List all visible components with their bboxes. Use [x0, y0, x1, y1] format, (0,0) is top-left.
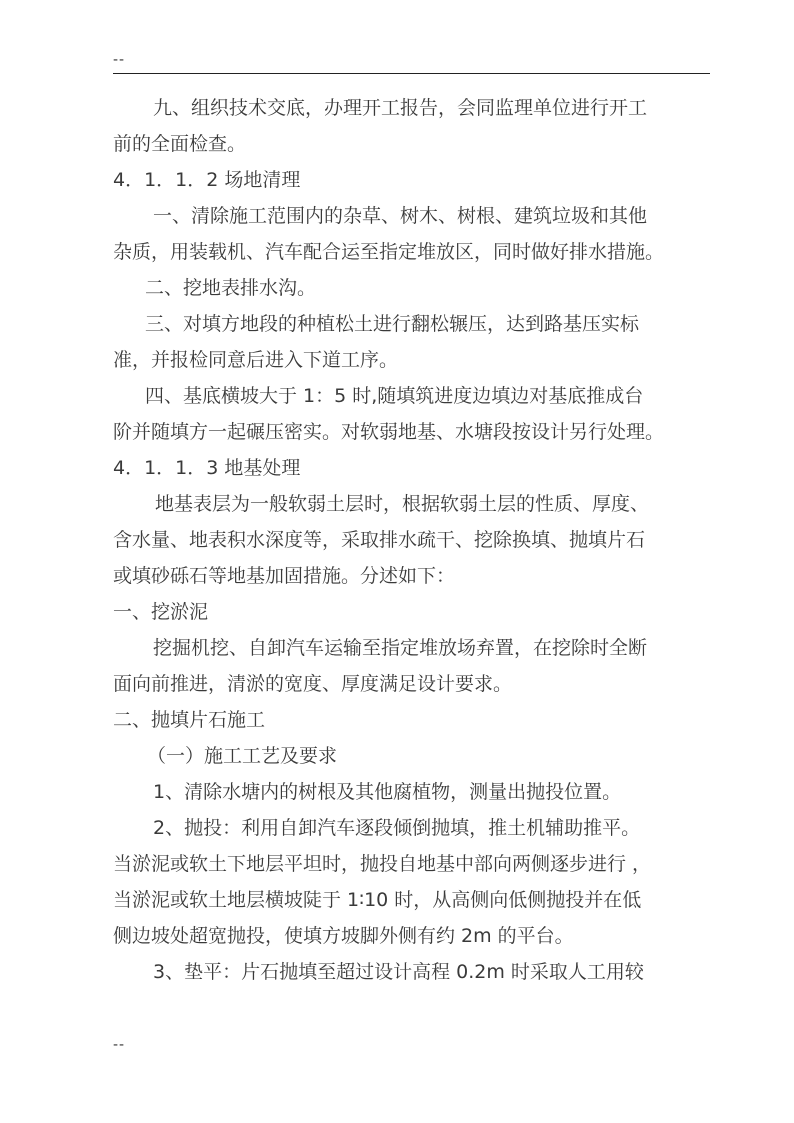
paragraph-line: 前的全面检查。 — [113, 133, 247, 155]
section-heading: 4．1．1．3 地基处理 — [113, 457, 301, 479]
paragraph-line: 四、基底横坡大于 1：5 时,随填筑进度边填边对基底推成台 — [145, 385, 644, 407]
paragraph-line: 侧边坡处超宽抛投，使填方坡脚外侧有约 2m 的平台。 — [113, 925, 574, 947]
paragraph-line: 阶并随填方一起碾压密实。对软弱地基、水塘段按设计另行处理。 — [113, 421, 665, 443]
paragraph-line: 含水量、地表积水深度等，采取排水疏干、挖除换填、抛填片石 — [113, 529, 646, 551]
paragraph-line: 二、挖地表排水沟。 — [145, 277, 317, 299]
paragraph-line: 面向前推进，清淤的宽度、厚度满足设计要求。 — [113, 673, 513, 695]
paragraph-line: （一）施工工艺及要求 — [147, 745, 338, 767]
header-divider — [113, 73, 710, 74]
paragraph-line: 或填砂砾石等地基加固措施。分述如下： — [113, 565, 456, 587]
paragraph-line: 九、组织技术交底，办理开工报告，会同监理单位进行开工 — [153, 97, 648, 119]
document-body — [113, 90, 713, 990]
paragraph-line: 3、垫平：片石抛填至超过设计高程 0.2m 时采取人工用较 — [153, 961, 644, 983]
paragraph-line: 地基表层为一般软弱土层时，根据软弱土层的性质、厚度、 — [155, 493, 650, 515]
footer-dash-mark: -- — [113, 1037, 126, 1053]
subsection-heading: 一、挖淤泥 — [113, 601, 209, 623]
section-heading: 4．1．1．2 场地清理 — [113, 169, 301, 191]
paragraph-line: 准，并报检同意后进入下道工序。 — [113, 349, 399, 371]
paragraph-line: 杂质，用装载机、汽车配合运至指定堆放区，同时做好排水措施。 — [113, 241, 665, 263]
paragraph-line: 一、清除施工范围内的杂草、树木、树根、建筑垃圾和其他 — [153, 205, 648, 227]
header-dash-mark: -- — [113, 52, 126, 68]
paragraph-line: 当淤泥或软土地层横坡陡于 1∶10 时，从高侧向低侧抛投并在低 — [113, 889, 642, 911]
paragraph-line: 1、清除水塘内的树根及其他腐植物，测量出抛投位置。 — [153, 781, 622, 803]
paragraph-line: 挖掘机挖、自卸汽车运输至指定堆放场弃置，在挖除时全断 — [153, 637, 648, 659]
paragraph-line: 三、对填方地段的种植松土进行翻松辗压，达到路基压实标 — [145, 313, 640, 335]
paragraph-line: 2、抛投：利用自卸汽车逐段倾倒抛填，推土机辅助推平。 — [153, 817, 641, 839]
subsection-heading: 二、抛填片石施工 — [113, 709, 266, 731]
paragraph-line: 当淤泥或软土下地层平坦时，抛投自地基中部向两侧逐步进行 ， — [113, 853, 652, 875]
